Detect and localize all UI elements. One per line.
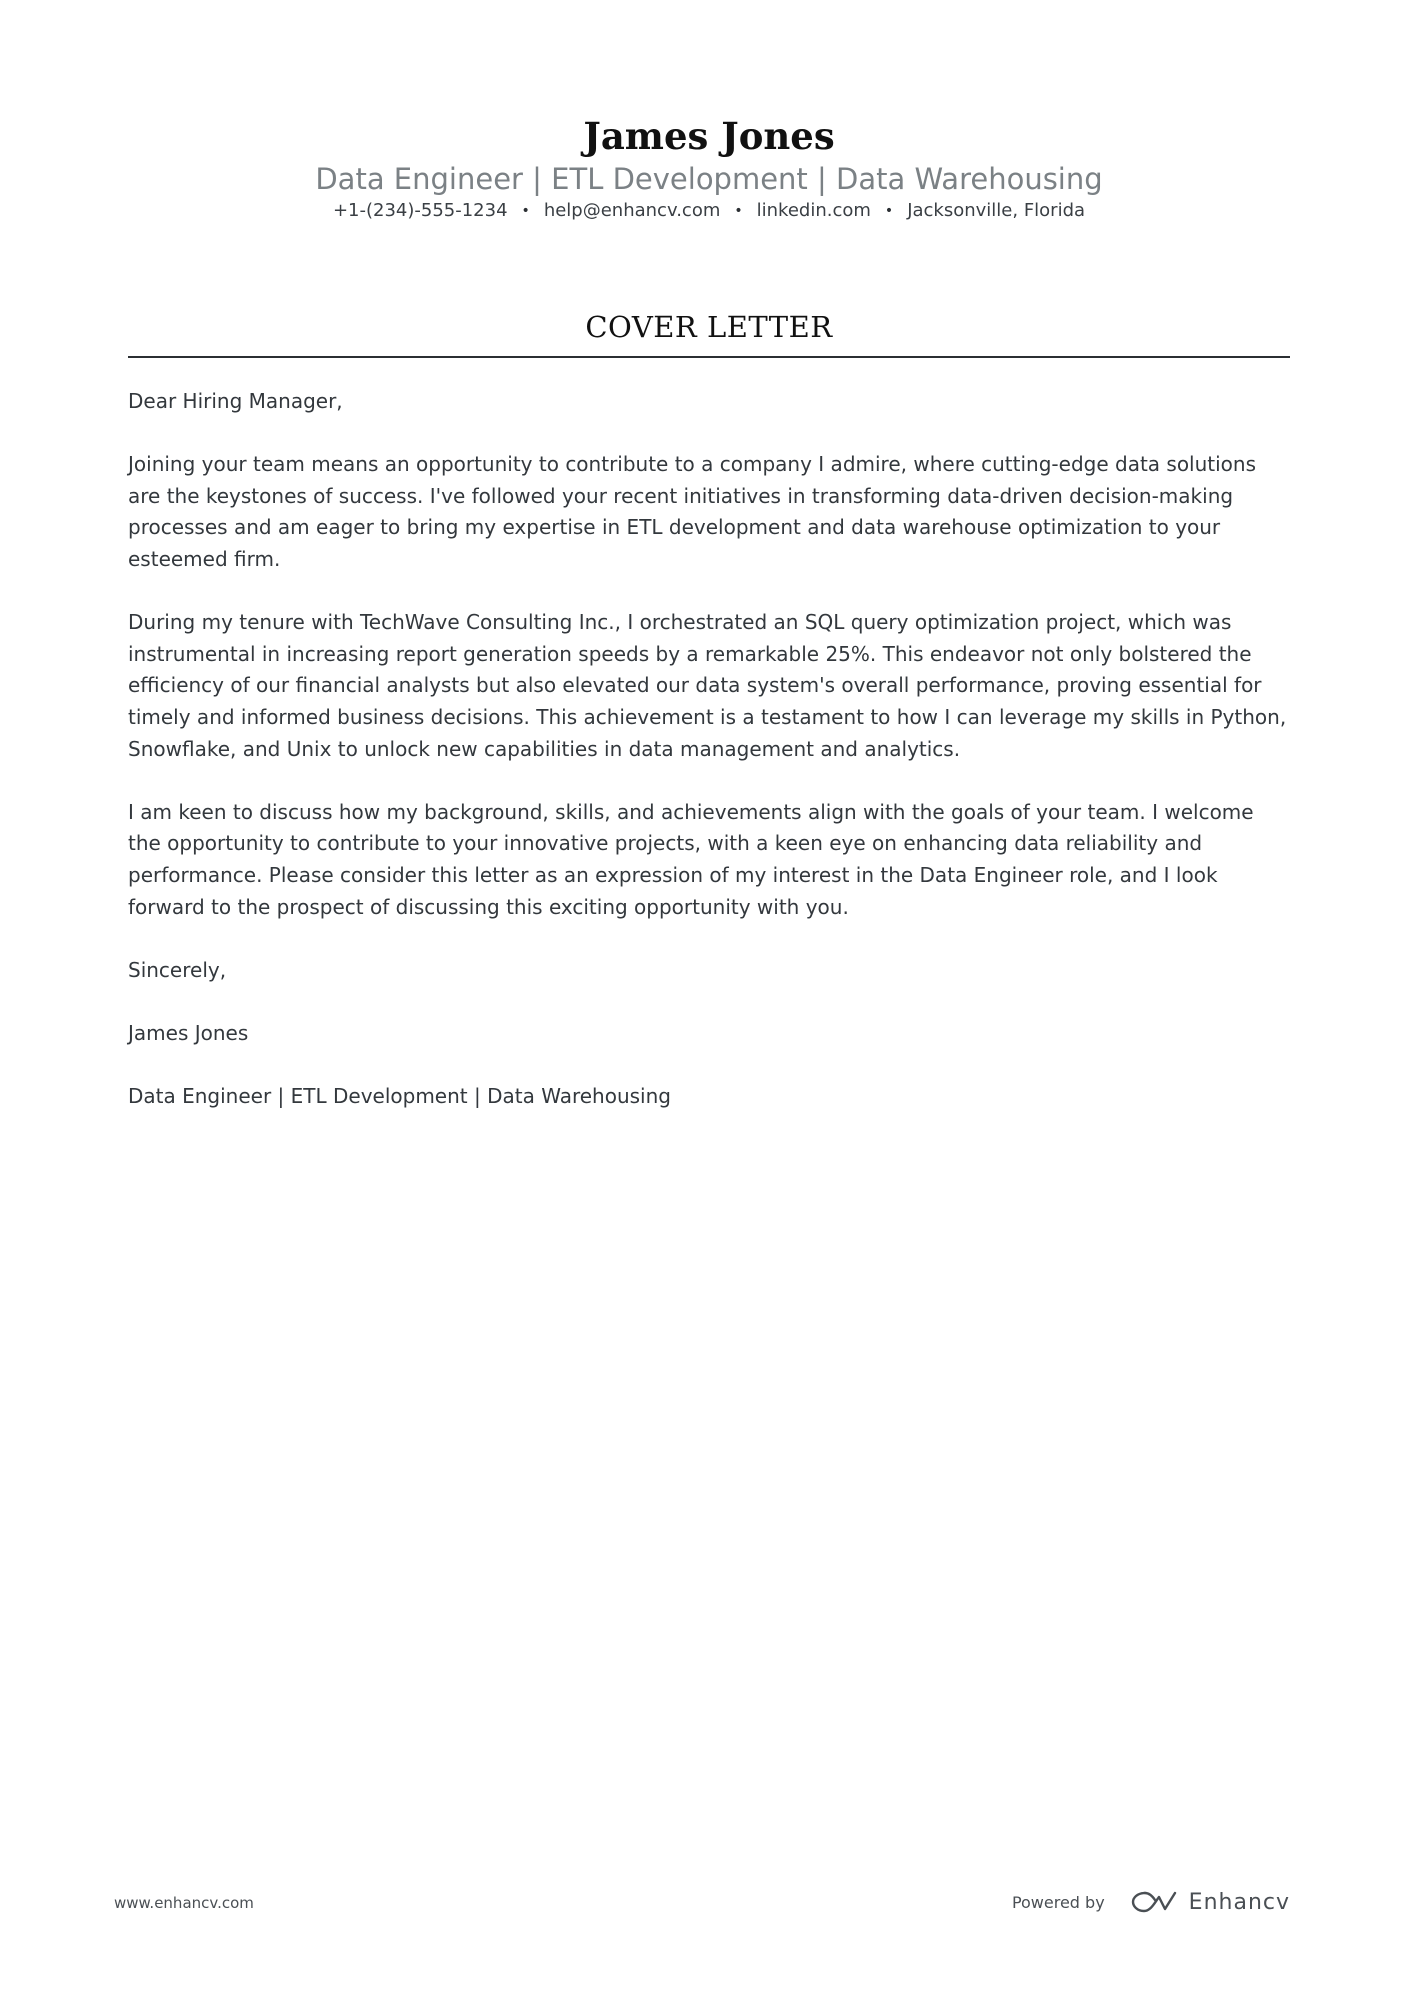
candidate-title: Data Engineer | ETL Development | Data Warehousing: [315, 162, 1103, 196]
bullet-separator: •: [884, 203, 894, 219]
section-divider: [128, 356, 1290, 358]
brand-name: Enhancv: [1188, 1889, 1290, 1915]
signature-title: Data Engineer | ETL Development | Data Warehousing: [128, 1084, 671, 1109]
signature-name: James Jones: [128, 1020, 249, 1045]
bullet-separator: •: [521, 203, 530, 219]
powered-by-label: Powered by: [1011, 1892, 1105, 1912]
contact-phone: +1-(234)-555-1234: [332, 200, 508, 221]
letter-paragraph-3: I am keen to discuss how my background, skills, and achievements align with the goals of your team. I welcome the opportunity to contribute to your innovative projects, with a keen eye on enhancing data reliability and performance. Please consider this letter as an expression of my interest in the Data Engineer role, and I look forward to the prospect of discussing this exciting opportunity with you.: [128, 799, 1254, 919]
letter-closing: Sincerely,: [128, 957, 227, 982]
bullet-separator: •: [734, 203, 743, 219]
letter-paragraph-2: During my tenure with TechWave Consulting Inc., I orchestrated an SQL query optimization project, which was instrumental in increasing report generation speeds by a remarkable 25%. This endeavor not only bolstered the efficiency of our financial analysts but also elevated our data system's overall performance, proving essential for timely and informed business decisions. This achievement is a testament to how I can leverage my skills in Python, Snowflake, and Unix to unlock new capabilities in data management and analytics.: [128, 610, 1287, 761]
footer-website[interactable]: www.enhancv.com: [114, 1894, 254, 1912]
candidate-name: James Jones: [583, 114, 835, 158]
letter-body: [128, 386, 1290, 1144]
letter-greeting: Dear Hiring Manager,: [128, 389, 343, 413]
contact-line: [128, 198, 1290, 224]
contact-location: Jacksonville, Florida: [907, 200, 1086, 221]
enhancv-logo-icon: [1131, 1889, 1177, 1915]
section-title: COVER LETTER: [585, 310, 833, 344]
contact-linkedin[interactable]: linkedin.com: [756, 200, 871, 221]
letter-paragraph-1: Joining your team means an opportunity to contribute to a company I admire, where cutting-edge data solutions are the keystones of success. I've followed your recent initiatives in transforming data-driven decision-making processes and am eager to bring my expertise in ETL development and data warehouse optimization to your esteemed firm.: [128, 452, 1257, 571]
contact-email[interactable]: help@enhancv.com: [543, 200, 721, 221]
footer-branding[interactable]: [1012, 1884, 1290, 1920]
header: [128, 112, 1290, 224]
